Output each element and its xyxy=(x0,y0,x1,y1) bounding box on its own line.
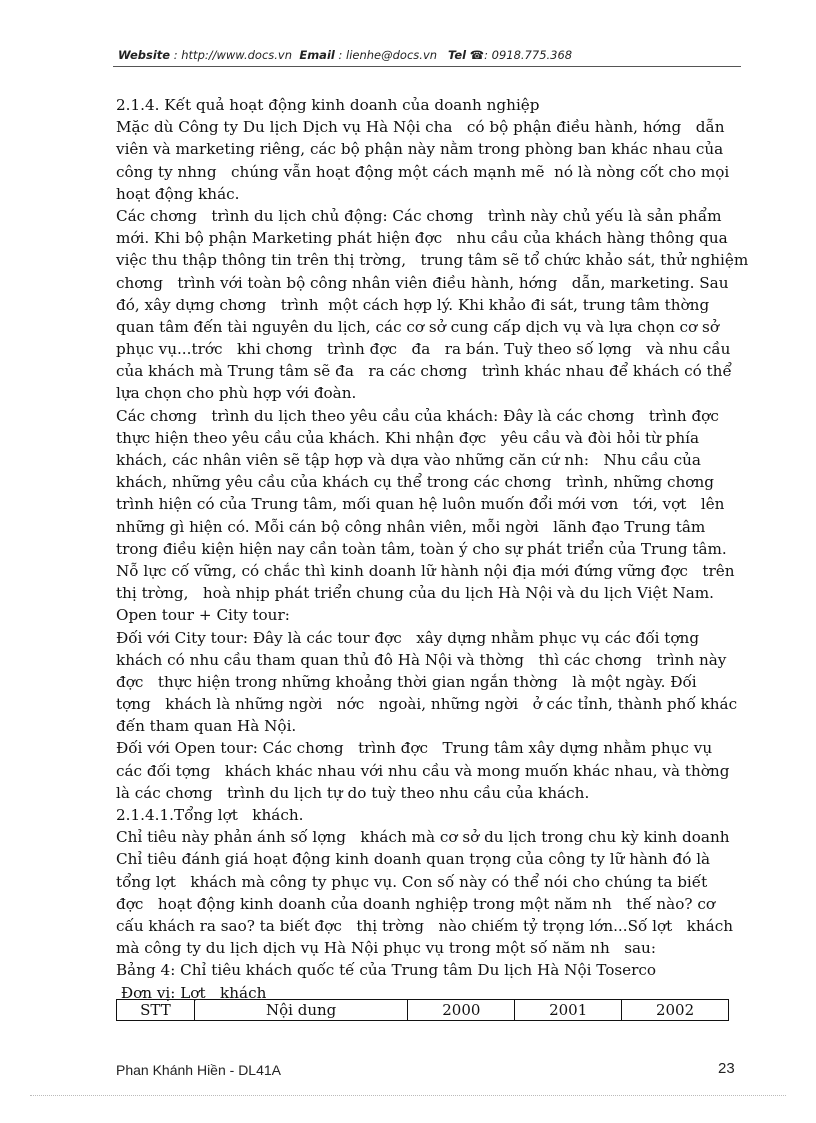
website-label: Website xyxy=(118,48,171,62)
text-line: công ty nhng chúng vẫn hoạt động một cách mạnh mẽ nó là nòng cốt cho mọi xyxy=(116,162,730,181)
table-header-cell: STT xyxy=(117,1000,195,1021)
text-line: các đối tợng khách khác nhau với nhu cầu và mong muốn khác nhau, và thờng xyxy=(116,761,730,780)
text-line: chơng trình với toàn bộ công nhân viên điều hành, hớng dẫn, marketing. Sau xyxy=(116,273,729,292)
text-line: khách, những yêu cầu của khách cụ thể trong các chơng trình, những chơng xyxy=(116,473,714,492)
text-line: Các chơng trình du lịch chủ động: Các chơng trình này chủ yếu là sản phẩm xyxy=(116,206,722,225)
text-line: khách, các nhân viên sẽ tập hợp và dựa vào những căn cứ nh: Nhu cầu của xyxy=(116,451,701,469)
table-header-cell: 2002 xyxy=(622,1000,729,1021)
body-text xyxy=(116,94,749,1004)
text-line: Đối với Open tour: Các chơng trình đợc Trung tâm xây dựng nhằm phục vụ xyxy=(116,739,713,758)
email-label: Email xyxy=(299,48,335,62)
text-line: hoạt động khác. xyxy=(116,184,240,203)
text-line: 2.1.4.1.Tổng lợt khách. xyxy=(116,806,304,824)
text-line: Open tour + City tour: xyxy=(116,606,290,625)
text-line: Các chơng trình du lịch theo yêu cầu của khách: Đây là các chơng trình đợc xyxy=(116,406,719,425)
table-header-cell: 2001 xyxy=(515,1000,622,1021)
text-line: trình hiện có của Trung tâm, mối quan hệ luôn muốn đổi mới vơn tới, vợt lên xyxy=(116,495,725,514)
text-line: Chỉ tiêu này phản ánh số lợng khách mà cơ sở du lịch trong chu kỳ kinh doanh xyxy=(116,828,730,847)
email-value: : lienhe@docs.vn xyxy=(338,48,438,62)
text-line: mới. Khi bộ phận Marketing phát hiện đợc nhu cầu của khách hàng thông qua xyxy=(116,229,728,248)
text-line: Nỗ lực cố vững, có chắc thì kinh doanh lữ hành nội địa mới đứng vững đợc trên xyxy=(116,561,735,580)
text-line: đó, xây dựng chơng trình một cách hợp lý. Khi khảo đi sát, trung tâm thờng xyxy=(116,295,710,314)
table-header-row xyxy=(117,1000,729,1021)
tel-label: Tel xyxy=(448,48,467,62)
bottom-dotted-rule xyxy=(30,1095,786,1096)
text-line: mà công ty du lịch dịch vụ Hà Nội phục vụ trong một số năm nh sau: xyxy=(116,939,656,958)
text-line: lựa chọn cho phù hợp với đoàn. xyxy=(116,384,357,403)
page-header xyxy=(118,48,738,62)
text-line: viên và marketing riêng, các bộ phận này nằm trong phòng ban khác nhau của xyxy=(116,140,724,159)
text-line: Bảng 4: Chỉ tiêu khách quốc tế của Trung tâm Du lịch Hà Nội Toserco xyxy=(116,961,657,980)
website-value: : http://www.docs.vn xyxy=(173,48,293,62)
text-line: đến tham quan Hà Nội. xyxy=(116,717,297,736)
table-header-cell: Nội dung xyxy=(194,1000,408,1021)
text-line: tổng lợt khách mà công ty phục vụ. Con số này có thể nói cho chúng ta biết xyxy=(116,872,708,891)
text-line: Mặc dù Công ty Du lịch Dịch vụ Hà Nội cha có bộ phận điều hành, hớng dẫn xyxy=(116,118,725,137)
text-line: quan tâm đến tài nguyên du lịch, các cơ sở cung cấp dịch vụ và lựa chọn cơ sở xyxy=(116,317,719,336)
text-line: 2.1.4. Kết quả hoạt động kinh doanh của doanh nghiệp xyxy=(116,96,540,114)
visitor-table xyxy=(116,999,729,1021)
text-line: cấu khách ra sao? ta biết đợc thị trờng nào chiếm tỷ trọng lớn...Số lợt khách xyxy=(116,916,734,935)
text-line: đợc hoạt động kinh doanh của doanh nghiệp trong một năm nh thế nào? cơ xyxy=(116,894,715,913)
text-line: Chỉ tiêu đánh giá hoạt động kinh doanh quan trọng của công ty lữ hành đó là xyxy=(116,850,711,869)
text-line: thị trờng, hoà nhịp phát triển chung của du lịch Hà Nội và du lịch Việt Nam. xyxy=(116,584,714,603)
text-line: trong điều kiện hiện nay cần toàn tâm, toàn ý cho sự phát triển của Trung tâm. xyxy=(116,539,727,558)
text-line: phục vụ...trớc khi chơng trình đợc đa ra bán. Tuỳ theo số lợng và nhu cầu xyxy=(116,340,731,359)
page-number: 23 xyxy=(718,1060,735,1077)
phone-icon: ☎ xyxy=(469,48,485,62)
text-line: những gì hiện có. Mỗi cán bộ công nhân viên, mỗi ngời lãnh đạo Trung tâm xyxy=(116,517,706,536)
text-line: thực hiện theo yêu cầu của khách. Khi nhận đợc yêu cầu và đòi hỏi từ phía xyxy=(116,428,700,447)
table-header-cell: 2000 xyxy=(408,1000,515,1021)
tel-value: : 0918.775.368 xyxy=(484,48,573,62)
text-line: tợng khách là những ngời nớc ngoài, những ngời ở các tỉnh, thành phố khác xyxy=(116,695,738,714)
text-line: việc thu thập thông tin trên thị trờng, trung tâm sẽ tổ chức khảo sát, thử nghiệm xyxy=(116,251,749,270)
text-line: của khách mà Trung tâm sẽ đa ra các chơng trình khác nhau để khách có thể xyxy=(116,362,732,381)
text-line: Đơn vị: Lợt khách xyxy=(116,983,267,1002)
text-line: là các chơng trình du lịch tự do tuỳ theo nhu cầu của khách. xyxy=(116,783,590,802)
text-line: khách có nhu cầu tham quan thủ đô Hà Nội và thờng thì các chơng trình này xyxy=(116,650,727,669)
footer-author: Phan Khánh Hiền - DL41A xyxy=(116,1062,281,1078)
text-line: đợc thực hiện trong những khoảng thời gian ngắn thờng là một ngày. Đối xyxy=(116,672,697,691)
text-line: Đối với City tour: Đây là các tour đợc xây dựng nhằm phục vụ các đối tợng xyxy=(116,628,700,647)
header-rule xyxy=(113,66,741,67)
